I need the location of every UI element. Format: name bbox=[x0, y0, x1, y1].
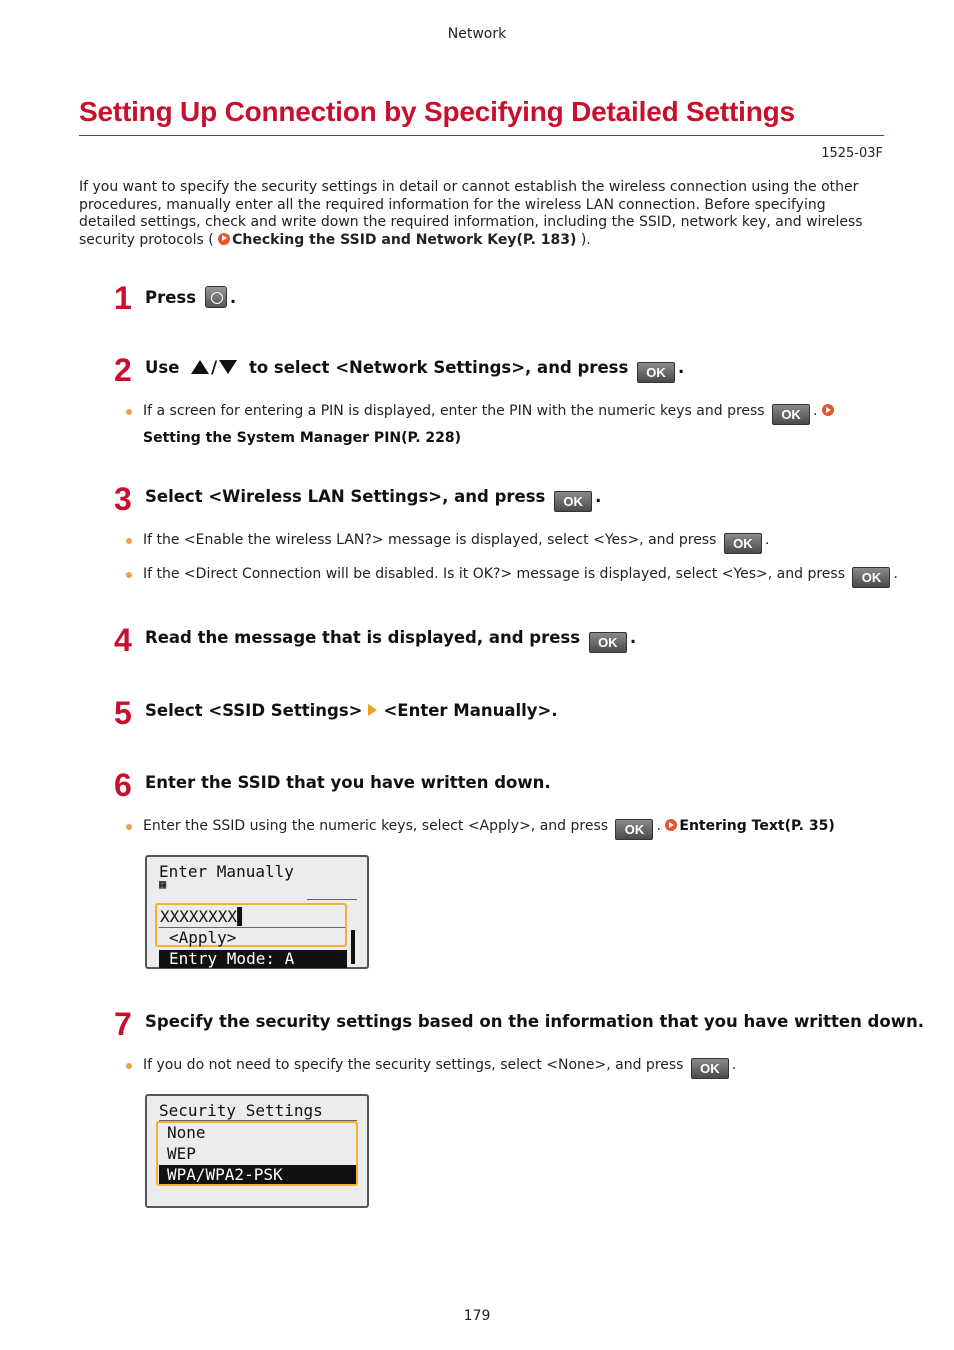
lcd-enter-manually bbox=[145, 855, 369, 969]
bullet-text: Enter the SSID using the numeric keys, select <Apply>, and press bbox=[143, 818, 609, 834]
step-7-bullet bbox=[143, 1052, 736, 1079]
bullet-text: If the <Direct Connection will be disabled. Is it OK?> message is displayed, select <Yes>, and press bbox=[143, 566, 846, 582]
lcd-divider bbox=[307, 899, 357, 900]
step-text bbox=[145, 358, 684, 383]
step-number: 1 bbox=[114, 280, 132, 316]
lcd-security-settings bbox=[145, 1094, 369, 1208]
lcd-option-none: None bbox=[167, 1123, 206, 1142]
ok-key-icon: OK bbox=[852, 567, 890, 588]
slash: / bbox=[211, 358, 218, 377]
ok-key-icon: OK bbox=[691, 1058, 729, 1079]
step-3-bullet-1 bbox=[143, 527, 769, 554]
step-number: 7 bbox=[114, 1006, 132, 1042]
lcd-scrollbar bbox=[351, 930, 355, 964]
ok-key-icon: OK bbox=[615, 819, 653, 840]
link-entering-text[interactable]: Entering Text(P. 35) bbox=[679, 818, 835, 834]
lcd-option-wpa: WPA/WPA2-PSK bbox=[159, 1165, 356, 1184]
title-rule bbox=[79, 135, 884, 136]
bullet-text: If you do not need to specify the security settings, select <None>, and press bbox=[143, 1057, 684, 1073]
lcd-title: Security Settings bbox=[159, 1101, 323, 1120]
step-2-pre: Use bbox=[145, 358, 180, 377]
step-3-end: . bbox=[595, 487, 602, 506]
down-arrow-key-icon bbox=[219, 360, 237, 374]
step-1-text: Press bbox=[145, 288, 197, 307]
step-text: Specify the security settings based on the information that you have written down. bbox=[145, 1012, 924, 1031]
bullet-dot: . bbox=[656, 818, 661, 834]
lcd-option-wep: WEP bbox=[167, 1144, 196, 1163]
intro-text: If you want to specify the security settings in detail or cannot establish the wireless connection using the other procedures, manually enter all the required information for the wireless LAN connection. Before specifying detailed settings, check and write down the required information, including the SSID, network key, and wireless security protocols ( bbox=[79, 179, 863, 248]
link-system-manager-pin[interactable]: Setting the System Manager PIN(P. 228) bbox=[143, 430, 462, 446]
ok-key-icon: OK bbox=[772, 404, 810, 425]
page-title: Setting Up Connection by Specifying Detailed Settings bbox=[79, 96, 795, 127]
step-number: 4 bbox=[114, 622, 132, 658]
ok-key-icon: OK bbox=[637, 362, 675, 383]
lcd-entry-mode: Entry Mode: A bbox=[159, 950, 347, 968]
page-number: 179 bbox=[463, 1308, 491, 1324]
bullet-end: . bbox=[764, 532, 770, 548]
bullet-text: If the <Enable the wireless LAN?> message is displayed, select <Yes>, and press bbox=[143, 532, 717, 548]
step-3-text: Select <Wireless LAN Settings>, and press bbox=[145, 487, 546, 506]
link-ssid-network-key[interactable]: Checking the SSID and Network Key(P. 183) bbox=[232, 231, 577, 248]
ok-key-icon: OK bbox=[724, 533, 762, 554]
step-2-end: . bbox=[678, 358, 685, 377]
step-number: 3 bbox=[114, 481, 132, 517]
step-text bbox=[145, 286, 236, 308]
cursor-icon: ▌ bbox=[237, 907, 247, 926]
lcd-title: Enter Manually bbox=[159, 862, 294, 881]
step-5-pre: Select <SSID Settings> bbox=[145, 701, 363, 720]
ok-key-icon: OK bbox=[554, 491, 592, 512]
menu-arrow-icon bbox=[368, 704, 377, 716]
step-number: 6 bbox=[114, 767, 132, 803]
step-4-text: Read the message that is displayed, and press bbox=[145, 628, 581, 647]
step-1-end: . bbox=[229, 288, 237, 307]
up-arrow-key-icon bbox=[191, 360, 209, 374]
step-number: 2 bbox=[114, 352, 132, 388]
keypad-icon: ▦ bbox=[159, 877, 166, 891]
link-arrow-icon[interactable] bbox=[218, 233, 230, 245]
lcd-apply: <Apply> bbox=[169, 928, 237, 947]
link-arrow-icon[interactable] bbox=[665, 819, 677, 831]
step-6-bullet bbox=[143, 813, 835, 840]
step-2-text: to select <Network Settings>, and press bbox=[248, 358, 629, 377]
step-text bbox=[145, 487, 601, 512]
step-text: Enter the SSID that you have written down. bbox=[145, 773, 551, 792]
step-5-post: <Enter Manually>. bbox=[383, 701, 558, 720]
bullet-dot: . bbox=[813, 403, 818, 419]
step-2-bullet bbox=[143, 398, 868, 452]
step-text bbox=[145, 628, 636, 653]
bullet-end: . bbox=[731, 1057, 737, 1073]
step-text bbox=[145, 701, 558, 720]
step-3-bullet-2 bbox=[143, 561, 898, 588]
ok-key-icon: OK bbox=[589, 632, 627, 653]
bullet-end: . bbox=[893, 566, 898, 582]
running-header: Network bbox=[447, 26, 507, 42]
home-key-icon bbox=[205, 286, 227, 308]
intro-paragraph bbox=[79, 179, 879, 249]
intro-end: ). bbox=[576, 231, 591, 248]
lcd-input-field bbox=[160, 907, 247, 926]
lcd-input-value: XXXXXXXX bbox=[160, 907, 238, 926]
step-number: 5 bbox=[114, 695, 132, 731]
link-arrow-icon[interactable] bbox=[822, 404, 834, 416]
bullet-text: If a screen for entering a PIN is displayed, enter the PIN with the numeric keys and press bbox=[143, 403, 765, 419]
document-id: 1525-03F bbox=[821, 146, 883, 161]
step-4-end: . bbox=[629, 628, 637, 647]
